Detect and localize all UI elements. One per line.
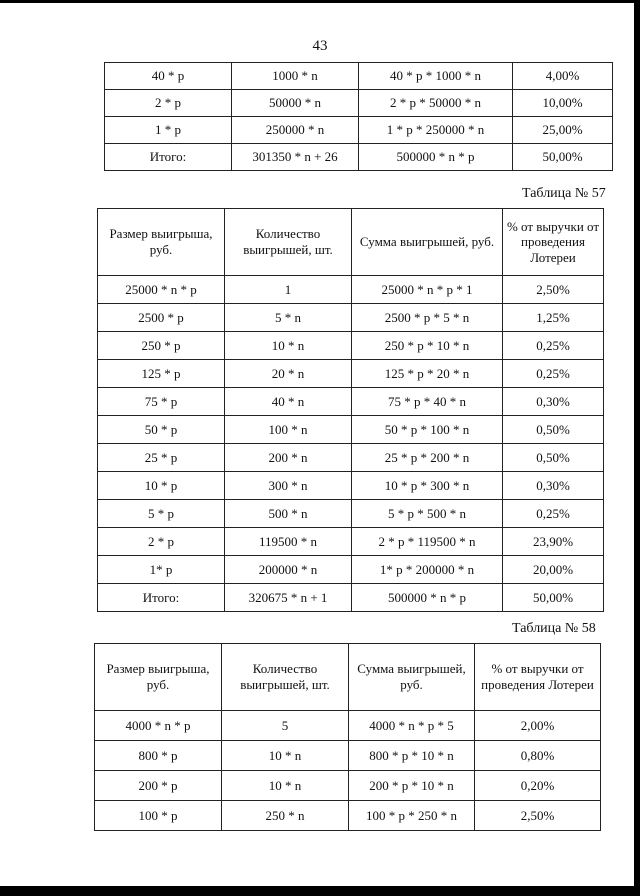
table-cell: 320675 * n + 1	[225, 584, 352, 612]
table-cell: 4000 * n * p * 5	[349, 711, 475, 741]
header-cell: Количество выигрышей, шт.	[222, 644, 349, 711]
table-cell: 2 * p	[105, 90, 232, 117]
table-row	[95, 741, 601, 771]
table-57-body	[98, 276, 604, 612]
table-row	[98, 584, 604, 612]
table-cell: 2,50%	[503, 276, 604, 304]
header-cell: Сумма выигрышей, руб.	[349, 644, 475, 711]
table-cell: 250 * p	[98, 332, 225, 360]
table-cell: 20,00%	[503, 556, 604, 584]
table-cell: 119500 * n	[225, 528, 352, 556]
table-cell: 500 * n	[225, 500, 352, 528]
table-cell: 75 * p * 40 * n	[352, 388, 503, 416]
table-row	[95, 801, 601, 831]
table-cell: 100 * p	[95, 801, 222, 831]
table-cell: 200000 * n	[225, 556, 352, 584]
table-cell: 125 * p * 20 * n	[352, 360, 503, 388]
table-cell: 25 * p * 200 * n	[352, 444, 503, 472]
table-cell: 0,30%	[503, 472, 604, 500]
header-cell: Размер выигрыша, руб.	[98, 209, 225, 276]
table-header-row	[98, 209, 604, 276]
header-cell: % от выручки от проведения Лотереи	[475, 644, 601, 711]
table-row	[98, 556, 604, 584]
table-58-body	[95, 711, 601, 831]
table-cell: Итого:	[98, 584, 225, 612]
table-cell: 1000 * n	[232, 63, 359, 90]
table-cell: 4000 * n * p	[95, 711, 222, 741]
table-cell: 1,25%	[503, 304, 604, 332]
table-cell: 2 * p	[98, 528, 225, 556]
table-cell: 250 * n	[222, 801, 349, 831]
table-cell: 75 * p	[98, 388, 225, 416]
top-table	[104, 62, 613, 171]
table-row	[105, 63, 613, 90]
table-cell: 500000 * n * p	[352, 584, 503, 612]
header-cell: Количество выигрышей, шт.	[225, 209, 352, 276]
table-row	[95, 711, 601, 741]
table-row	[98, 444, 604, 472]
table-row	[105, 90, 613, 117]
table-cell: 0,25%	[503, 360, 604, 388]
header-cell: Размер выигрыша, руб.	[95, 644, 222, 711]
table-cell: 50,00%	[503, 584, 604, 612]
table-cell: 200 * n	[225, 444, 352, 472]
table-cell: 50000 * n	[232, 90, 359, 117]
table-cell: 1 * p * 250000 * n	[359, 117, 513, 144]
table-cell: 800 * p	[95, 741, 222, 771]
table-cell: 2,50%	[475, 801, 601, 831]
table-cell: 300 * n	[225, 472, 352, 500]
scan-border-right	[634, 0, 640, 896]
table-cell: 100 * n	[225, 416, 352, 444]
table-cell: 0,50%	[503, 416, 604, 444]
table-cell: 0,30%	[503, 388, 604, 416]
table-cell: 0,25%	[503, 500, 604, 528]
table-cell: 25,00%	[513, 117, 613, 144]
table-row	[98, 360, 604, 388]
table-cell: 0,50%	[503, 444, 604, 472]
table-cell: 1 * p	[105, 117, 232, 144]
table-57	[97, 208, 604, 612]
table-cell: 25000 * n * p	[98, 276, 225, 304]
table-cell: 1* p	[98, 556, 225, 584]
table-cell: 10 * p * 300 * n	[352, 472, 503, 500]
table-cell: 800 * p * 10 * n	[349, 741, 475, 771]
table-cell: 2,00%	[475, 711, 601, 741]
table-cell: 5 * p * 500 * n	[352, 500, 503, 528]
table-row	[98, 304, 604, 332]
table-cell: 2500 * p * 5 * n	[352, 304, 503, 332]
table-cell: 25000 * n * p * 1	[352, 276, 503, 304]
table-cell: 5 * p	[98, 500, 225, 528]
table-cell: 10 * n	[222, 771, 349, 801]
table-cell: 500000 * n * p	[359, 144, 513, 171]
table-cell: 50 * p * 100 * n	[352, 416, 503, 444]
top-table-body	[105, 63, 613, 171]
table-cell: 100 * p * 250 * n	[349, 801, 475, 831]
table-cell: 2500 * p	[98, 304, 225, 332]
table-cell: 125 * p	[98, 360, 225, 388]
header-cell: % от выручки от проведения Лотереи	[503, 209, 604, 276]
table-row	[95, 771, 601, 801]
table-row	[105, 117, 613, 144]
table-cell: 5 * n	[225, 304, 352, 332]
table-row	[98, 528, 604, 556]
table-cell: 2 * p * 50000 * n	[359, 90, 513, 117]
table-cell: 4,00%	[513, 63, 613, 90]
table-cell: 0,25%	[503, 332, 604, 360]
table-row	[98, 388, 604, 416]
table-cell: 10 * n	[222, 741, 349, 771]
table-row	[98, 276, 604, 304]
table-cell: 40 * p	[105, 63, 232, 90]
table-cell: 1* p * 200000 * n	[352, 556, 503, 584]
table-cell: 200 * p * 10 * n	[349, 771, 475, 801]
table-cell: 50 * p	[98, 416, 225, 444]
table-header-row	[95, 644, 601, 711]
table-57-caption: Таблица № 57	[522, 186, 606, 201]
table-cell: 50,00%	[513, 144, 613, 171]
table-58	[94, 643, 601, 831]
table-cell: 5	[222, 711, 349, 741]
table-cell: 1	[225, 276, 352, 304]
table-cell: 0,80%	[475, 741, 601, 771]
scan-border-bottom	[0, 886, 640, 896]
table-cell: 0,20%	[475, 771, 601, 801]
table-cell: 250 * p * 10 * n	[352, 332, 503, 360]
table-cell: 40 * n	[225, 388, 352, 416]
table-cell: 10,00%	[513, 90, 613, 117]
table-cell: 10 * p	[98, 472, 225, 500]
page-number: 43	[312, 38, 328, 54]
table-cell: 2 * p * 119500 * n	[352, 528, 503, 556]
header-cell: Сумма выигрышей, руб.	[352, 209, 503, 276]
table-cell: 200 * p	[95, 771, 222, 801]
table-cell: 25 * p	[98, 444, 225, 472]
table-cell: Итого:	[105, 144, 232, 171]
table-cell: 23,90%	[503, 528, 604, 556]
table-row	[105, 144, 613, 171]
table-58-caption: Таблица № 58	[512, 621, 596, 636]
table-cell: 10 * n	[225, 332, 352, 360]
table-cell: 20 * n	[225, 360, 352, 388]
table-cell: 250000 * n	[232, 117, 359, 144]
table-cell: 40 * p * 1000 * n	[359, 63, 513, 90]
table-row	[98, 472, 604, 500]
table-row	[98, 500, 604, 528]
table-row	[98, 416, 604, 444]
table-row	[98, 332, 604, 360]
table-cell: 301350 * n + 26	[232, 144, 359, 171]
scan-border-top	[0, 0, 640, 3]
